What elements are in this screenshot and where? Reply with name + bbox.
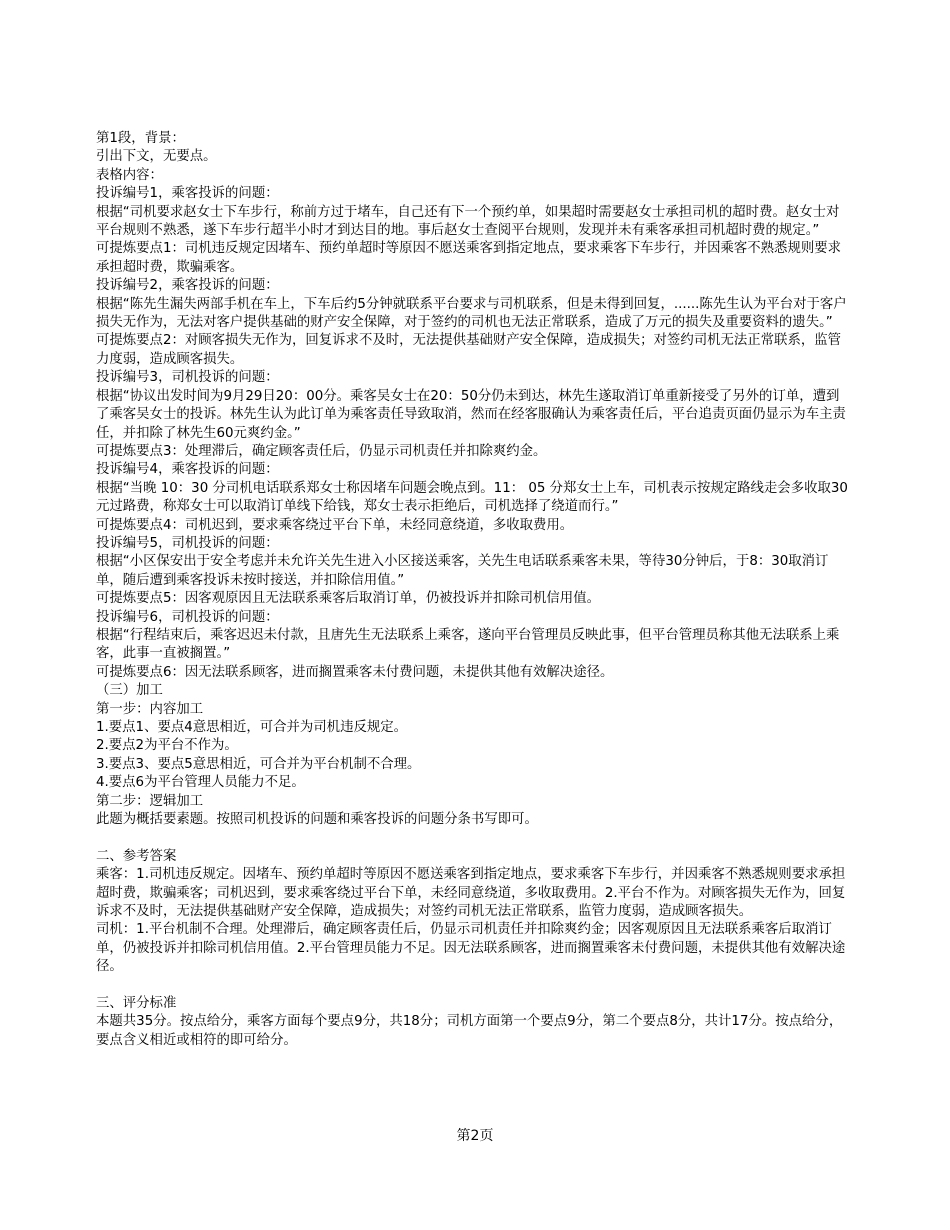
list-item: 1.要点1、要点4意思相近，可合并为司机违反规定。 [96, 720, 408, 735]
answer-driver: 司机：1.平台机制不合理。处理滞后，确定顾客责任后，仍显示司机责任并扣除爽约金；因客观原因且无法联系乘客后取消订单，仍被投诉并扣除司机信用值。2.平台管理员能力不足。因无法联系顾客，进而搁置乘客未付费问题，未提供其他有效解决途径。 [96, 922, 846, 975]
text-line: 表格内容： [96, 167, 163, 183]
list-item: 3.要点3、要点5意思相近，可合并为平台机制不合理。 [96, 756, 421, 772]
scoring-text: 本题共35分。按点给分，乘客方面每个要点9分，共18分；司机方面第一个要点9分，第二个要点8分，共计17分。按点给分，要点含义相近或相符的即可给分。 [96, 1014, 843, 1048]
text-line: 可提炼要点4：司机迟到，要求乘客绕过平台下单，未经同意绕道，多收取费用。 [96, 517, 574, 533]
text-line: 根据“司机要求赵女士下车步行，称前方过于堵车，自己还有下一个预约单，如果超时需要赵女士承担司机的超时费。赵女士对平台规则不熟悉，遂下车步行超半小时才到达目的地。事后赵女士查阅平台规则，发现并未有乘客承担司机超时费的规定。” [96, 204, 840, 239]
text-line: 此题为概括要素题。按照司机投诉的问题和乘客投诉的问题分条书写即可。 [96, 812, 538, 828]
text-line: 投诉编号4，乘客投诉的问题： [96, 462, 279, 478]
text-line: 第1段，背景： [96, 131, 185, 146]
text-line: 可提炼要点2：对顾客损失无作为，回复诉求不及时，无法提供基础财产安全保障，造成损失；对签约司机无法正常联系，监管力度弱，造成顾客损失。 [96, 333, 841, 367]
text-line: 投诉编号2，乘客投诉的问题： [96, 278, 279, 294]
text-line: 可提炼要点6：因无法联系顾客，进而搁置乘客未付费问题，未提供其他有效解决途径。 [96, 664, 614, 680]
document-body [96, 130, 848, 1050]
section-heading: （三）加工 [96, 683, 163, 699]
text-line: 投诉编号6，司机投诉的问题： [96, 609, 279, 625]
text-line: 根据“当晚 10：30 分司机电话联系郑女士称因堵车问题会晚点到。11： 05 分郑女士上车，司机表示按规定路线走会多收取30元过路费，称郑女士可以取消订单线下给钱，郑女士表示拒绝后，司机选择了绕道而行。” [96, 480, 848, 515]
text-line: 投诉编号1，乘客投诉的问题： [96, 186, 279, 202]
text-line: 引出下文，无要点。 [96, 149, 217, 165]
answer-heading: 二、参考答案 [96, 848, 177, 864]
text-line: 根据“陈先生漏失两部手机在车上，下车后约5分钟就联系平台要求与司机联系，但是未得到回复，......陈先生认为平台对于客户损失无作为，无法对客户提供基础的财产安全保障，对于签约的司机也无法正常联系，造成了万元的损失及重要资料的遗失。” [96, 296, 847, 331]
text-line: 投诉编号5，司机投诉的问题： [96, 535, 279, 551]
text-line: 根据“小区保安出于安全考虑并未允许关先生进入小区接送乘客，关先生电话联系乘客未果，等待30分钟后，于8：30取消订单，随后遭到乘客投诉未按时接送，并扣除信用值。” [96, 554, 829, 588]
answer-passenger: 乘客：1.司机违反规定。因堵车、预约单超时等原因不愿送乘客到指定地点，要求乘客下车步行，并因乘客不熟悉规则要求承担超时费，欺骗乘客；司机迟到，要求乘客绕过平台下单，未经同意绕道，多收取费用。2.平台不作为。对顾客损失无作为，回复诉求不及时，无法提供基础财产安全保障，造成损失；对签约司机无法正常联系，监管力度弱，造成顾客损失。 [96, 867, 846, 920]
page-number: 第2页 [456, 1128, 494, 1144]
scoring-heading: 三、评分标准 [96, 996, 177, 1012]
text-line: 根据“协议出发时间为9月29日20：00分。乘客吴女士在20：50分仍未到达，林先生遂取消订单重新接受了另外的订单，遭到了乘客吴女士的投诉。林先生认为此订单为乘客责任导致取消，然而在经客服确认为乘客责任后，平台追责页面仍显示为车主责任，并扣除了林先生60元爽约金。” [96, 388, 846, 441]
text-line: 可提炼要点1：司机违反规定因堵车、预约单超时等原因不愿送乘客到指定地点，要求乘客下车步行，并因乘客不熟悉规则要求承担超时费，欺骗乘客。 [96, 241, 841, 275]
text-line: 可提炼要点5：因客观原因且无法联系乘客后取消订单，仍被投诉并扣除司机信用值。 [96, 591, 600, 607]
text-line: 第一步：内容加工 [96, 701, 204, 717]
text-line: 可提炼要点3：处理滞后，确定顾客责任后，仍显示司机责任并扣除爽约金。 [96, 443, 547, 459]
list-item: 2.要点2为平台不作为。 [96, 738, 238, 754]
text-line: 第二步：逻辑加工 [96, 793, 204, 809]
text-line: 投诉编号3，司机投诉的问题： [96, 370, 279, 386]
list-item: 4.要点6为平台管理人员能力不足。 [96, 775, 305, 791]
text-line: 根据“行程结束后，乘客迟迟未付款，且唐先生无法联系上乘客，遂向平台管理员反映此事，但平台管理员称其他无法联系上乘客，此事一直被搁置。” [96, 627, 840, 662]
